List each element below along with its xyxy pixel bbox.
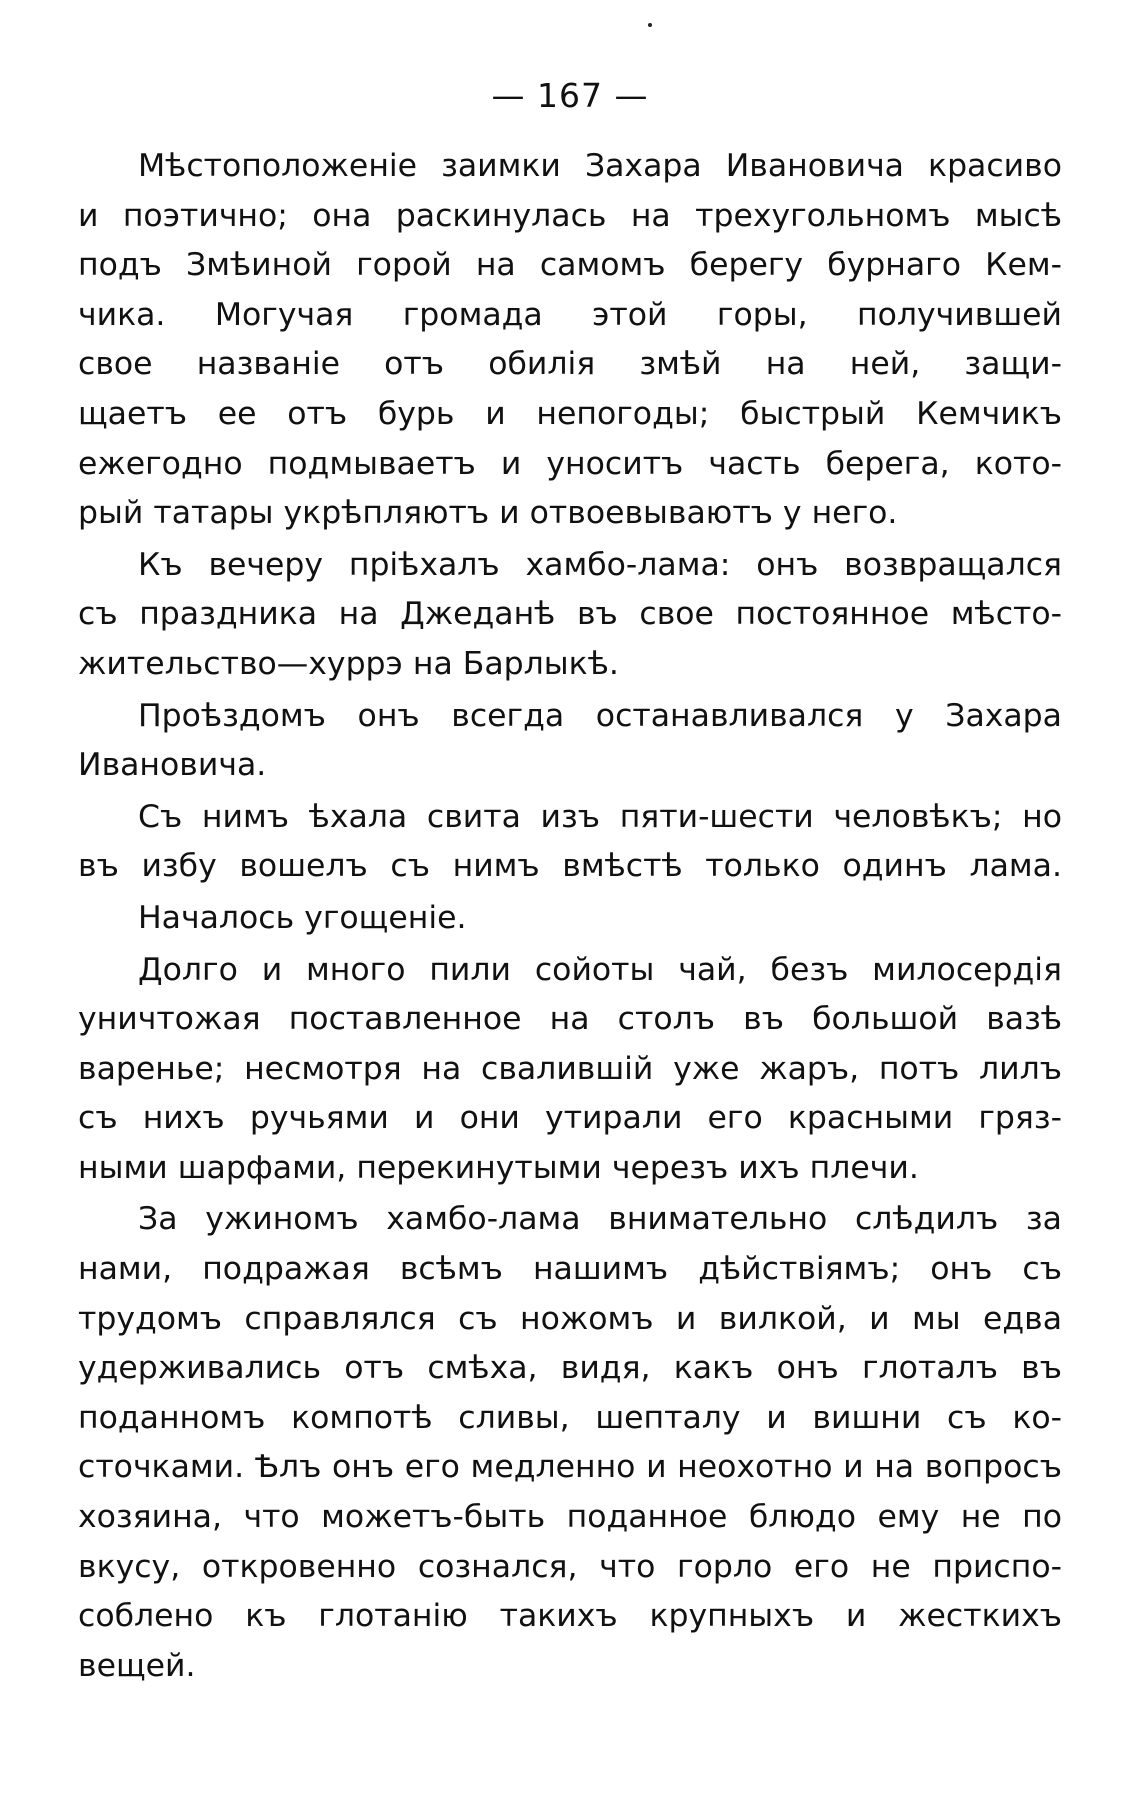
text-line: рый татары укрѣпляютъ и отвоевываютъ у него. (78, 495, 898, 532)
text-line: ными шарфами, перекинутыми черезъ ихъ плечи. (78, 1149, 919, 1186)
text-line: вкусу, откровенно сознался, что горло его не приспо- (78, 1548, 1062, 1585)
page-body-text (78, 142, 1062, 1691)
page-number: — 167 — (491, 76, 649, 115)
text-line: поданномъ компотѣ сливы, шепталу и вишни съ ко- (78, 1399, 1062, 1436)
paragraph (78, 142, 1062, 539)
paragraph (78, 894, 1062, 944)
text-line: вещей. (78, 1647, 196, 1684)
text-line: нами, подражая всѣмъ нашимъ дѣйствіямъ; онъ съ (78, 1251, 1062, 1288)
text-line: За ужиномъ хамбо-лама внимательно слѣдилъ за (138, 1201, 1062, 1238)
text-line: Ивановича. (78, 747, 267, 784)
print-speck (648, 23, 652, 27)
text-line: Къ вечеру пріѣхалъ хамбо-лама: онъ возвращался (138, 546, 1062, 583)
text-line: варенье; несмотря на свалившій уже жаръ, потъ лилъ (78, 1050, 1062, 1087)
text-line: жительство—хуррэ на Барлыкѣ. (78, 645, 619, 682)
text-line: чика. Могучая громада этой горы, получившей (78, 296, 1062, 333)
text-line: соблено къ глотанію такихъ крупныхъ и жесткихъ (78, 1598, 1062, 1635)
paragraph (78, 692, 1062, 791)
text-line: уничтожая поставленное на столъ въ большой вазѣ (78, 1001, 1062, 1038)
paragraph (78, 793, 1062, 892)
text-line: удерживались отъ смѣха, видя, какъ онъ глоталъ въ (78, 1350, 1062, 1387)
text-line: подъ Змѣиной горой на самомъ берегу бурнаго Кем- (78, 247, 1062, 284)
text-line: хозяина, что можетъ-быть поданное блюдо ему не по (78, 1499, 1062, 1536)
text-line: свое названіе отъ обилія змѣй на ней, защи- (78, 346, 1062, 383)
text-line: Началось угощеніе. (138, 899, 467, 936)
text-line: ежегодно подмываетъ и уноситъ часть берега, кото- (78, 445, 1062, 482)
paragraph (78, 541, 1062, 690)
paragraph (78, 946, 1062, 1194)
text-line: съ праздника на Джеданѣ въ свое постоянное мѣсто- (78, 596, 1062, 633)
text-line: въ избу вошелъ съ нимъ вмѣстѣ только одинъ лама. (78, 848, 1062, 885)
text-line: щаетъ ее отъ бурь и непогоды; быстрый Кемчикъ (78, 395, 1062, 432)
text-line: Мѣстоположеніе заимки Захара Ивановича красиво (138, 148, 1062, 184)
text-line: Долго и много пили сойоты чай, безъ милосердія (138, 951, 1062, 988)
text-line: трудомъ справлялся съ ножомъ и вилкой, и мы едва (78, 1300, 1062, 1337)
text-line: съ нихъ ручьями и они утирали его красными гряз- (78, 1100, 1062, 1137)
text-line: Съ нимъ ѣхала свита изъ пяти-шести человѣкъ; но (138, 798, 1062, 835)
paragraph (78, 1195, 1062, 1691)
text-line: Проѣздомъ онъ всегда останавливался у Захара (138, 697, 1062, 734)
text-line: и поэтично; она раскинулась на трехугольномъ мысѣ (78, 197, 1062, 234)
text-line: сточками. Ѣлъ онъ его медленно и неохотно и на вопросъ (78, 1449, 1062, 1486)
